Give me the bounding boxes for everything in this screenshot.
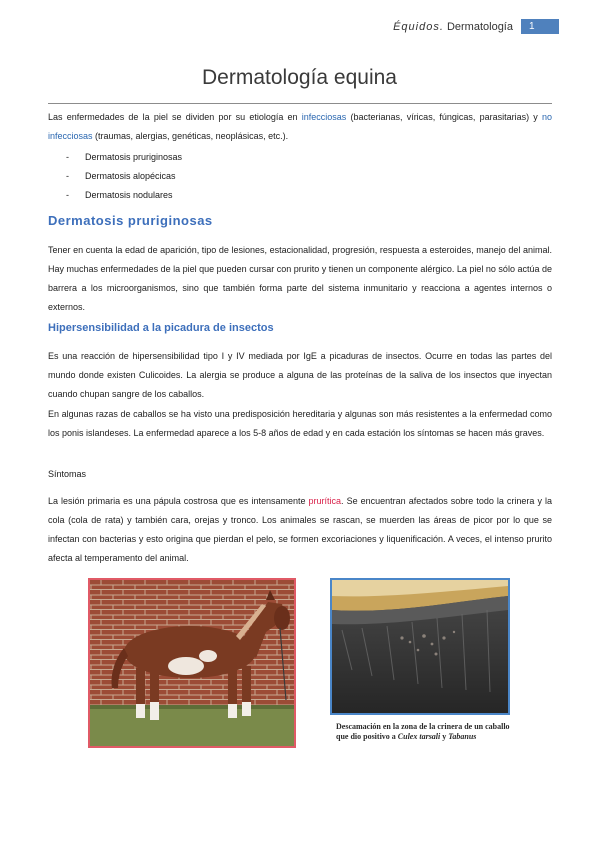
symptoms-text-2: . Se encuentran afectados sobre todo la crinera y la cola (cola de rata) y también cara, orejas y tronco. Los animales se rascan, se muerden las áreas de picor por lo que se infectan con bacterias y esto origina que pierdan el pelo, se formen excoriaciones y liquenificación. A veces, el intenso prurito afecta al temperamento del animal. <box>48 496 552 563</box>
section2-paragraph-2: En algunas razas de caballos se ha visto una predisposición hereditaria y algunas son más resistentes a la enfermedad como los ponis islandeses. La enfermedad aparece a los 5-8 años de edad y en cada estación los síntomas se hacen más graves. <box>48 409 552 438</box>
header-text <box>393 21 513 33</box>
section1-paragraph: Tener en cuenta la edad de aparición, tipo de lesiones, estacionalidad, progresión, respuesta a esteroides, manejo del animal. Hay muchas enfermedades de la piel que pueden cursar con prurito y tienen un componente alérgico. La piel no sólo actúa de barrera a los microorganismos, sino que también forma parte del sistema inmunitario y reacciona a agentes internos o externos. <box>48 245 552 312</box>
symptoms-paragraph <box>48 492 552 568</box>
page-header <box>393 19 559 34</box>
intro-link-infecciosas: infecciosas <box>301 112 347 122</box>
intro-text-3: (traumas, alergias, genéticas, neoplásicas, etc.). <box>92 131 289 141</box>
subsection-heading-hipersensibilidad: Hipersensibilidad a la picadura de insectos <box>48 322 274 334</box>
caption-species-1: Culex tarsali <box>397 732 441 741</box>
figure-caption <box>336 722 516 742</box>
caption-text-2: y <box>440 732 449 741</box>
symptoms-text-1: La lesión primaria es una pápula costrosa que es intensamente <box>48 496 309 506</box>
caption-species-2: Tabanus <box>448 732 477 741</box>
horse-photo <box>88 578 296 748</box>
list-item: - Dermatosis nodulares <box>66 186 182 205</box>
intro-paragraph <box>48 108 552 146</box>
mane-closeup-photo <box>330 578 510 715</box>
caption-text-1: Descamación en la zona de la crinera de un caballo que dio positivo a <box>336 722 510 741</box>
intro-link-no-infecciosas: no infecciosas <box>48 112 553 141</box>
dermatosis-list <box>66 148 182 205</box>
title-divider <box>48 103 552 104</box>
page-number: 1 <box>521 19 559 34</box>
symptoms-highlight: prurítica <box>308 496 342 506</box>
list-item: - Dermatosis alopécicas <box>66 167 182 186</box>
page-title: Dermatología equina <box>202 66 397 89</box>
horse-illustration <box>90 580 294 746</box>
list-item-label: Dermatosis alopécicas <box>85 171 176 181</box>
intro-text-2: (bacterianas, víricas, fúngicas, parasitarias) y <box>346 112 542 122</box>
section2-paragraph-1: Es una reacción de hipersensibilidad tipo I y IV mediada por IgE a picaduras de insectos. Ocurre en todas las partes del mundo donde existen Culicoides. La alergia se produce a alguna de las proteínas de la saliva de los insectos que inyectan cuando chupan sangre de los caballos. <box>48 351 552 399</box>
section-heading-pruriginosas: Dermatosis pruriginosas <box>48 213 213 228</box>
list-item-label: Dermatosis pruriginosas <box>85 152 183 162</box>
list-item: - Dermatosis pruriginosas <box>66 148 182 167</box>
header-subject: Dermatología <box>446 20 513 33</box>
intro-text-1: Las enfermedades de la piel se dividen por su etiología en <box>48 112 302 122</box>
header-section: Équidos. <box>393 20 444 33</box>
list-item-label: Dermatosis nodulares <box>85 190 173 200</box>
mane-illustration <box>332 580 508 713</box>
symptoms-label: Síntomas <box>48 469 87 479</box>
